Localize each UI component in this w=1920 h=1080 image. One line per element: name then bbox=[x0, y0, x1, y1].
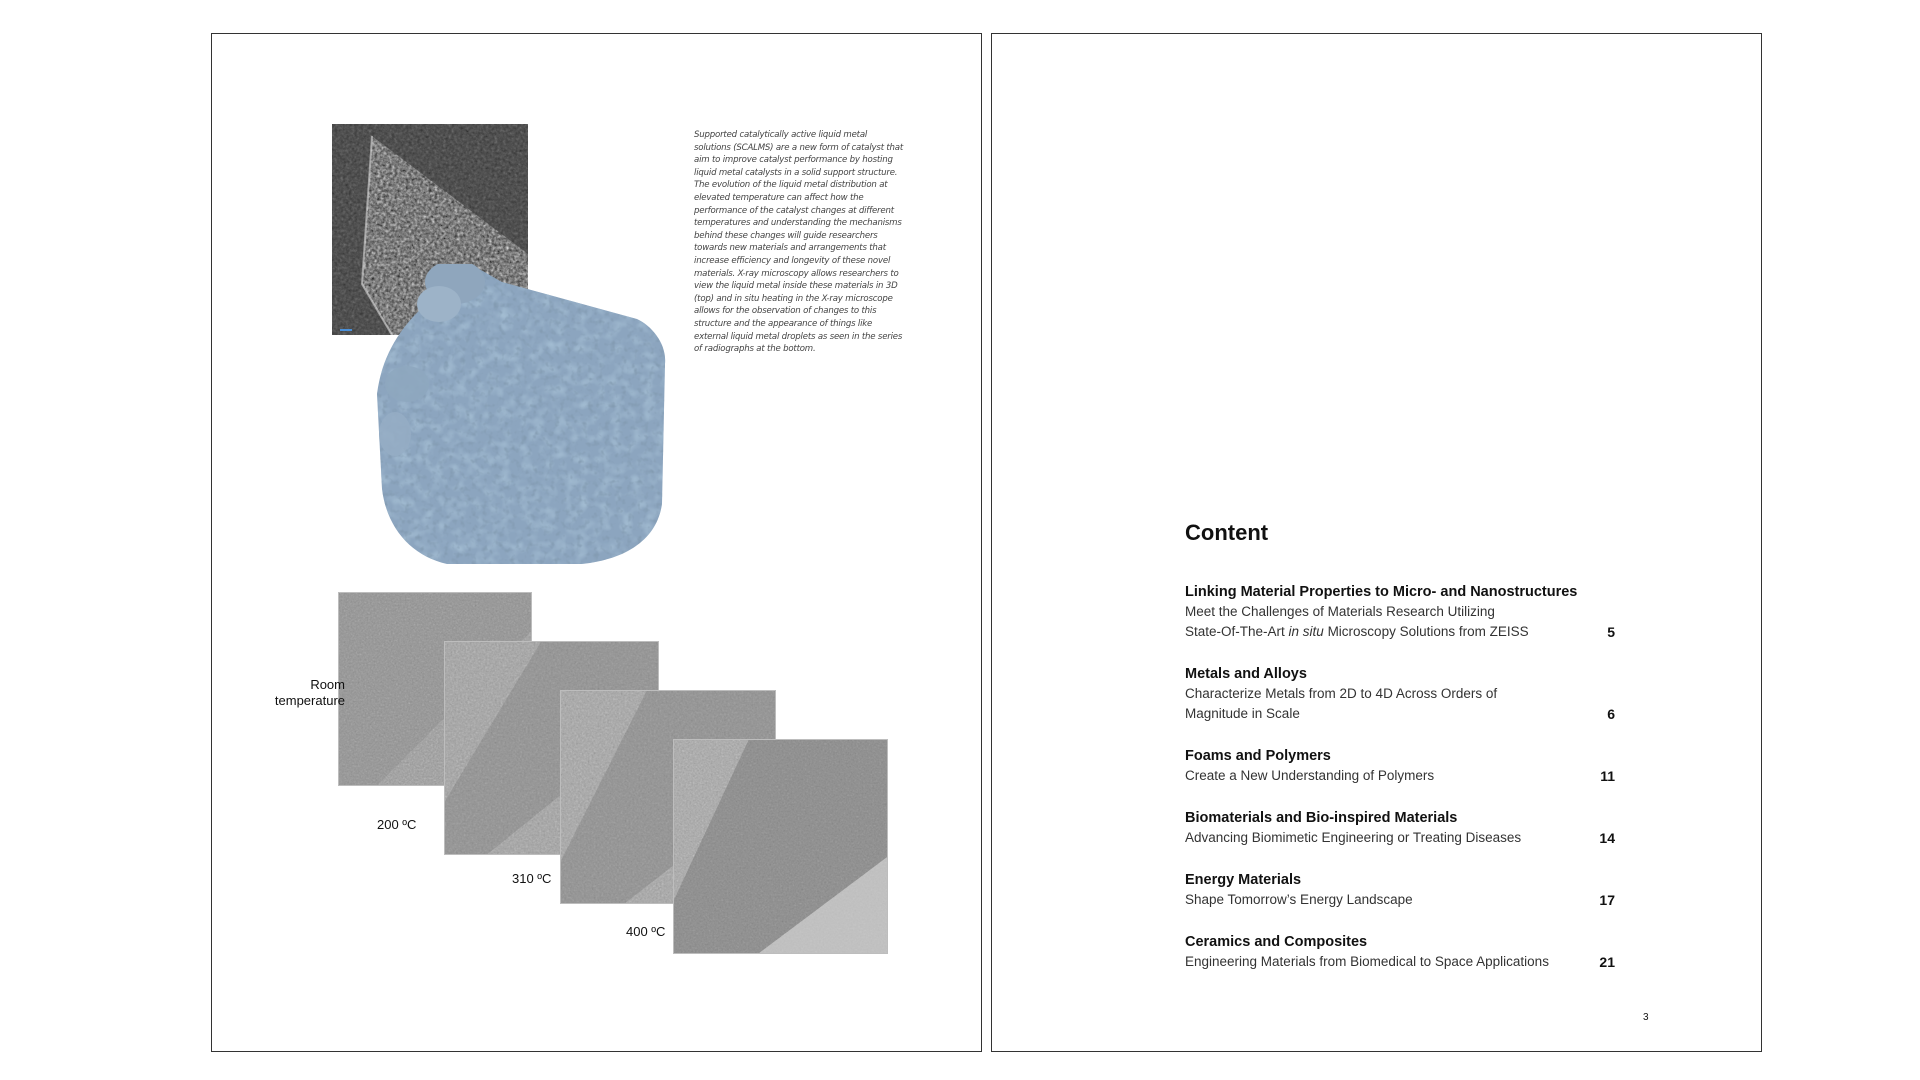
toc-description: Advancing Biomimetic Engineering or Treating Diseases bbox=[1185, 830, 1522, 845]
toc-description: Meet the Challenges of Materials Research Utilizing State-Of-The-Art in situ Microscopy Solutions from ZEISS bbox=[1185, 604, 1529, 639]
toc-page-number: 21 bbox=[1599, 954, 1615, 970]
toc-heading: Metals and Alloys bbox=[1185, 666, 1307, 682]
toc-description: Create a New Understanding of Polymers bbox=[1185, 768, 1435, 783]
label-310c: 310 ºC bbox=[512, 871, 552, 886]
figure-caption: Supported catalytically active liquid metal solutions (SCALMS) are a new form of catalyst that aim to improve catalyst performance by hosting liquid metal catalysts in a solid support structure. The evolution of the liquid metal distribution at elevated temperature can affect how the performance of the catalyst changes at different temperatures and understanding the mechanisms behind these changes will guide researchers towards new materials and arrangements that increase efficiency and longevity of these novel materials. X-ray microscopy allows researchers to view the liquid metal inside these materials in 3D (top) and in situ heating in the X-ray microscope allows for the observation of changes to this structure and the appearance of things like external liquid metal droplets as seen in the series of radiographs at the bottom. bbox=[694, 130, 904, 355]
toc-entry[interactable] bbox=[1185, 870, 1615, 910]
scale-bar bbox=[340, 329, 352, 331]
3d-rendering-image bbox=[377, 264, 667, 564]
toc-page-number: 14 bbox=[1599, 830, 1615, 846]
toc-heading: Foams and Polymers bbox=[1185, 748, 1331, 764]
toc-entry[interactable] bbox=[1185, 582, 1615, 642]
table-of-contents bbox=[1185, 582, 1615, 994]
label-400c: 400 ºC bbox=[626, 924, 666, 939]
toc-heading: Biomaterials and Bio-inspired Materials bbox=[1185, 810, 1458, 826]
radiograph-400c bbox=[673, 739, 888, 954]
toc-description: Shape Tomorrow’s Energy Landscape bbox=[1185, 892, 1413, 907]
page-number: 3 bbox=[1643, 1012, 1649, 1023]
toc-page-number: 6 bbox=[1607, 706, 1615, 722]
toc-entry[interactable] bbox=[1185, 932, 1615, 972]
left-page bbox=[211, 33, 982, 1052]
page-title: Content bbox=[1185, 520, 1269, 545]
toc-entry[interactable] bbox=[1185, 808, 1615, 848]
toc-heading: Linking Material Properties to Micro- and Nanostructures bbox=[1185, 584, 1578, 600]
toc-entry[interactable] bbox=[1185, 746, 1615, 786]
label-room-temperature: Room temperature bbox=[274, 677, 345, 708]
toc-page-number: 5 bbox=[1607, 624, 1615, 640]
toc-heading: Ceramics and Composites bbox=[1185, 934, 1368, 950]
toc-page-number: 11 bbox=[1600, 768, 1615, 784]
right-page bbox=[991, 33, 1762, 1052]
toc-description: Engineering Materials from Biomedical to Space Applications bbox=[1185, 954, 1549, 969]
toc-page-number: 17 bbox=[1599, 892, 1615, 908]
toc-description: Characterize Metals from 2D to 4D Across Orders of Magnitude in Scale bbox=[1185, 686, 1498, 721]
toc-entry[interactable] bbox=[1185, 664, 1615, 724]
label-200c: 200 ºC bbox=[377, 817, 417, 832]
toc-heading: Energy Materials bbox=[1185, 872, 1302, 888]
